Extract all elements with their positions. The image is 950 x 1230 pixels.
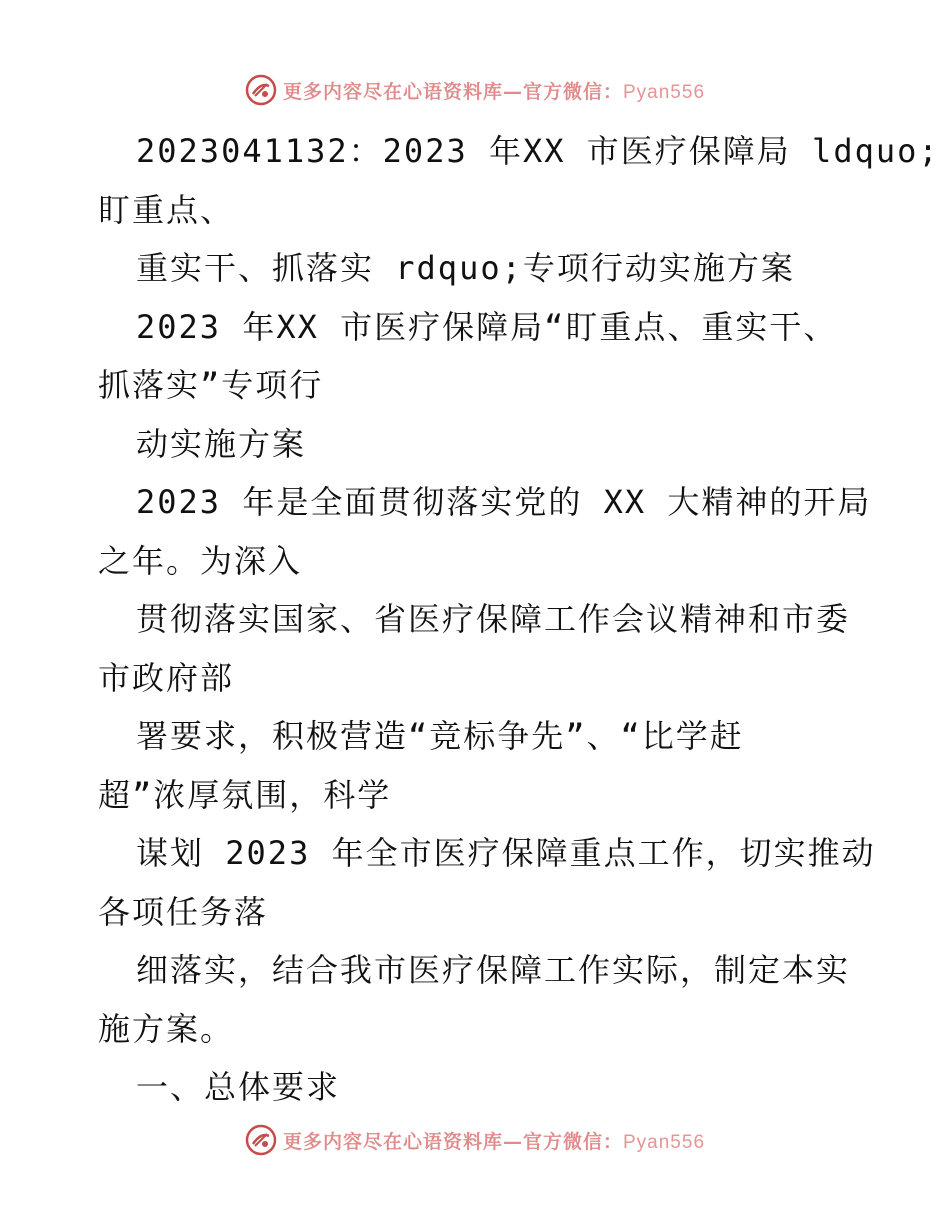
document-body (98, 122, 940, 1117)
body-line: 盯重点、 (98, 190, 235, 229)
footer-banner-text: 更多内容尽在心语资料库—官方微信：Pyan556 (282, 1130, 706, 1153)
body-line: 贯彻落实国家、省医疗保障工作会议精神和市委 (136, 600, 851, 638)
section-heading: 一、总体要求 (136, 1068, 341, 1106)
header-banner-text: 更多内容尽在心语资料库—官方微信：Pyan556 (282, 80, 706, 103)
body-line: 市政府部 (98, 658, 235, 697)
body-line: 2023 年XX 市医疗保障局“盯重点、重实干、 (136, 307, 838, 346)
body-line: 之年。为深入 (98, 541, 303, 580)
book-logo-icon (245, 1124, 277, 1156)
body-line: 谋划 2023 年全市医疗保障重点工作，切实推动 (136, 834, 876, 872)
body-line: 细落实，结合我市医疗保障工作实际，制定本实 (136, 951, 851, 989)
book-logo-icon (245, 74, 277, 106)
body-line: 2023 年是全面贯彻落实党的 XX 大精神的开局 (136, 483, 872, 521)
body-line: 各项任务落 (98, 892, 269, 931)
body-line: 2023041132：2023 年XX 市医疗保障局 ldquo; (136, 132, 940, 170)
body-line: 署要求，积极营造“竞标争先”、“比学赶 (136, 717, 744, 755)
body-line: 超”浓厚氛围，科学 (98, 775, 392, 814)
body-line: 动实施方案 (136, 424, 307, 463)
header-banner (0, 70, 950, 110)
body-line: 施方案。 (98, 1009, 235, 1048)
body-line: 抓落实”专项行 (98, 366, 324, 404)
body-line: 重实干、抓落实 rdquo;专项行动实施方案 (136, 249, 795, 287)
footer-banner (0, 1120, 950, 1160)
